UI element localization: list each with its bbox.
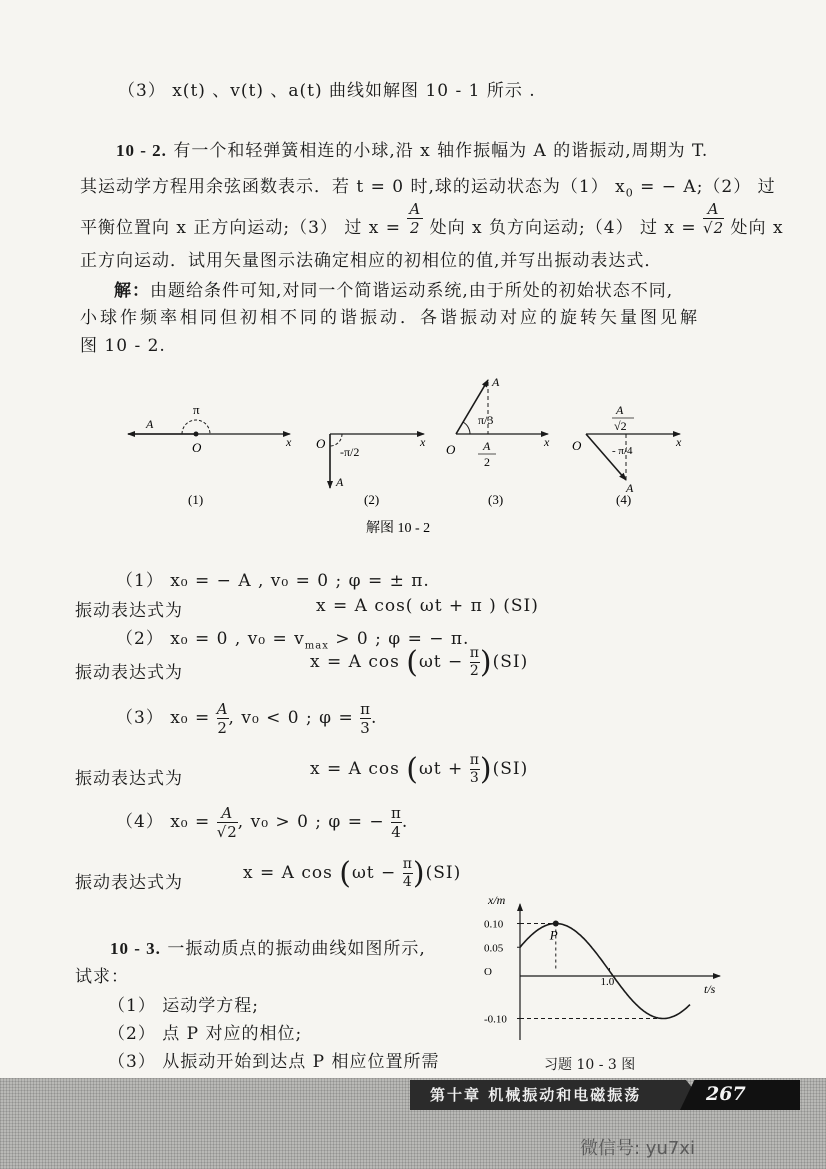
- oscillation-chart: [480, 890, 730, 1080]
- answer-text: ωt −: [418, 652, 464, 672]
- point-P-label: P: [549, 927, 558, 943]
- problem-10-2-line1: [116, 136, 708, 161]
- answer-text: x = A cos: [310, 759, 400, 779]
- label-O: O: [446, 442, 456, 457]
- answer-text: （2） x₀ = 0 , v₀ = v: [116, 629, 305, 649]
- vector-diagram-1: [128, 402, 292, 507]
- footer-page-number: 267: [706, 1083, 746, 1105]
- label-A-over-2-den: 2: [484, 455, 490, 469]
- problem-10-2-line3: [80, 200, 784, 244]
- label-O: O: [316, 436, 326, 451]
- label-pi-over-3: π/3: [478, 413, 494, 427]
- diagram-caption: 解图 10 - 2: [366, 521, 431, 536]
- answer-text: , v₀ < 0 ; φ =: [228, 708, 354, 728]
- subscript-max: max: [304, 640, 329, 652]
- answer-1-expression: x = A cos( ωt + π ) (SI): [316, 596, 539, 616]
- label-A-over-2-num: A: [483, 439, 491, 453]
- label-minus-pi-over-2: -π/2: [340, 445, 360, 459]
- problem-number: 10 - 3.: [110, 939, 161, 958]
- problem-10-2-line4: 正方向运动．试用矢量图示法确定相应的初相位的值,并写出振动表达式．: [80, 251, 663, 271]
- vector-diagram-4: [572, 403, 682, 507]
- problem-text: 一振动质点的振动曲线如图所示,: [167, 939, 426, 959]
- problem-number: 10 - 2.: [116, 141, 167, 160]
- point-P: [553, 921, 559, 927]
- fraction-A-over-sqrt2: $\frac{A}{√2}$: [703, 200, 725, 237]
- answer-4-expression: x = A cos (ωt − $\frac{\pi}{4}$ )(SI): [243, 856, 462, 891]
- problem-text: 处向 x: [730, 218, 784, 238]
- answer-text: , v₀ > 0 ; φ = −: [237, 812, 385, 832]
- label-x: x: [420, 435, 426, 449]
- label-A: A: [146, 417, 154, 431]
- label-A: A: [492, 375, 500, 389]
- solution-text: 由题给条件可知,对同一个简谐运动系统,由于所处的初始状态不同,: [150, 281, 674, 301]
- problem-text: 平衡位置向 x 正方向运动;（3） 过 x =: [80, 218, 401, 238]
- answer-3-condition: （3） x₀ = $\frac{A}{2}$ , v₀ < 0 ; φ = $\frac{\pi}{3}$ .: [116, 700, 378, 737]
- label-A: A: [336, 475, 344, 489]
- label-x: x: [286, 435, 292, 449]
- answer-text: （3） x₀ =: [116, 708, 211, 728]
- label-A-over-sqrt2-num: A: [616, 403, 624, 417]
- diagram-label-4: (4): [616, 492, 632, 507]
- y-tick-label: O: [484, 966, 492, 978]
- fraction-pi-over-3: $\frac{\pi}{3}$: [469, 752, 480, 786]
- fraction-pi-over-2: $\frac{\pi}{2}$: [469, 645, 480, 679]
- footer-watermark: 微信号: yu7xi: [580, 1138, 695, 1159]
- problem-10-3-line2: 试求：: [75, 967, 129, 987]
- y-axis-label: x/m: [488, 893, 506, 907]
- y-tick-label: -0.10: [484, 1013, 507, 1026]
- solution-line3: 图 10 - 2.: [80, 336, 166, 356]
- series-line-x-t: [520, 924, 690, 1019]
- answer-text: ωt +: [418, 759, 464, 779]
- problem-text: 处向 x 负方向运动;（4） 过 x =: [429, 218, 697, 238]
- expr-label-4: 振动表达式为: [75, 873, 183, 893]
- si-unit: (SI): [492, 759, 529, 779]
- fraction-pi-over-4: $\frac{\pi}{4}$: [391, 804, 402, 841]
- vector-diagram-2: [316, 434, 426, 507]
- expr-label-3: 振动表达式为: [75, 769, 183, 789]
- x-axis-label: t/s: [704, 982, 716, 996]
- problem-text: = − A;（2） 过: [633, 177, 776, 197]
- problem-10-2-line2: 其运动学方程用余弦函数表示．若 t = 0 时,球的运动状态为（1） $x_0$ = − A;（2） 过: [80, 177, 776, 200]
- fraction-pi-over-4: $\frac{\pi}{4}$: [402, 856, 413, 890]
- label-pi: π: [193, 402, 200, 417]
- answer-text: > 0 ; φ = − π.: [328, 629, 470, 649]
- label-x: x: [544, 435, 550, 449]
- expr-label-2: 振动表达式为: [75, 663, 183, 683]
- label-minus-pi-over-4: - π/4: [612, 445, 633, 457]
- answer-1-condition: （1） x₀ = − A , v₀ = 0 ; φ = ± π.: [116, 571, 430, 591]
- fraction-A-over-2: $\frac{A}{2}$: [409, 200, 422, 237]
- answer-4-condition: （4） x₀ = $\frac{A}{√2}$ , v₀ > 0 ; φ = − $\frac{\pi}{4}$ .: [116, 804, 409, 841]
- chart-caption: 习题 10 - 3 图: [544, 1057, 636, 1073]
- expr-label-1: 振动表达式为: [75, 601, 183, 621]
- fraction-A-over-2: $\frac{A}{2}$: [216, 700, 229, 737]
- diagram-label-2: (2): [364, 492, 380, 507]
- si-unit: (SI): [492, 652, 529, 672]
- chart-ticks: [484, 919, 663, 1026]
- answer-10-1-part3: （3） x(t) 、v(t) 、a(t) 曲线如解图 10 - 1 所示 .: [118, 81, 536, 101]
- answer-text: x = A cos: [243, 863, 333, 883]
- label-x: x: [676, 435, 682, 449]
- vector-diagram-3: [446, 375, 550, 507]
- diagram-label-3: (3): [488, 492, 504, 507]
- answer-text: （4） x₀ =: [116, 812, 211, 832]
- si-unit: (SI): [425, 863, 462, 883]
- fraction-pi-over-3: $\frac{\pi}{3}$: [360, 700, 371, 737]
- problem-text: 其运动学方程用余弦函数表示．若 t = 0 时,球的运动状态为（1） x: [80, 177, 626, 197]
- answer-text: ωt −: [351, 863, 397, 883]
- footer-chapter-title: 第十章 机械振动和电磁振荡: [430, 1086, 642, 1104]
- answer-text: x = A cos: [310, 652, 400, 672]
- label-A-over-sqrt2-den: √2: [614, 419, 627, 433]
- solution-line1: [114, 276, 673, 301]
- diagram-label-1: (1): [188, 492, 204, 507]
- label-O: O: [572, 438, 582, 453]
- problem-10-3-item3: （3） 从振动开始到达点 P 相应位置所需: [108, 1052, 440, 1072]
- x-tick-label: 1.0: [600, 976, 615, 988]
- problem-10-3-item1: （1） 运动学方程;: [108, 996, 259, 1016]
- solution-label: 解：: [114, 281, 150, 300]
- solution-line2: 小球作频率相同但初相不同的谐振动．各谐振动对应的旋转矢量图见解: [80, 308, 700, 328]
- fraction-A-over-sqrt2: $\frac{A}{√2}$: [216, 804, 238, 841]
- problem-text: 有一个和轻弹簧相连的小球,沿 x 轴作振幅为 A 的谐振动,周期为 T.: [173, 141, 709, 161]
- answer-2-expression: x = A cos (ωt − $\frac{\pi}{2}$ )(SI): [310, 645, 529, 680]
- y-tick-label: 0.10: [484, 918, 504, 931]
- label-O: O: [192, 440, 202, 455]
- rotating-vector-diagram: [0, 370, 826, 550]
- y-tick-label: 0.05: [484, 942, 504, 955]
- answer-3-expression: x = A cos (ωt + $\frac{\pi}{3}$ )(SI): [310, 752, 529, 787]
- label-A: A: [626, 481, 634, 495]
- problem-10-3-line1: [110, 934, 426, 959]
- problem-10-3-item2: （2） 点 P 对应的相位;: [108, 1024, 303, 1044]
